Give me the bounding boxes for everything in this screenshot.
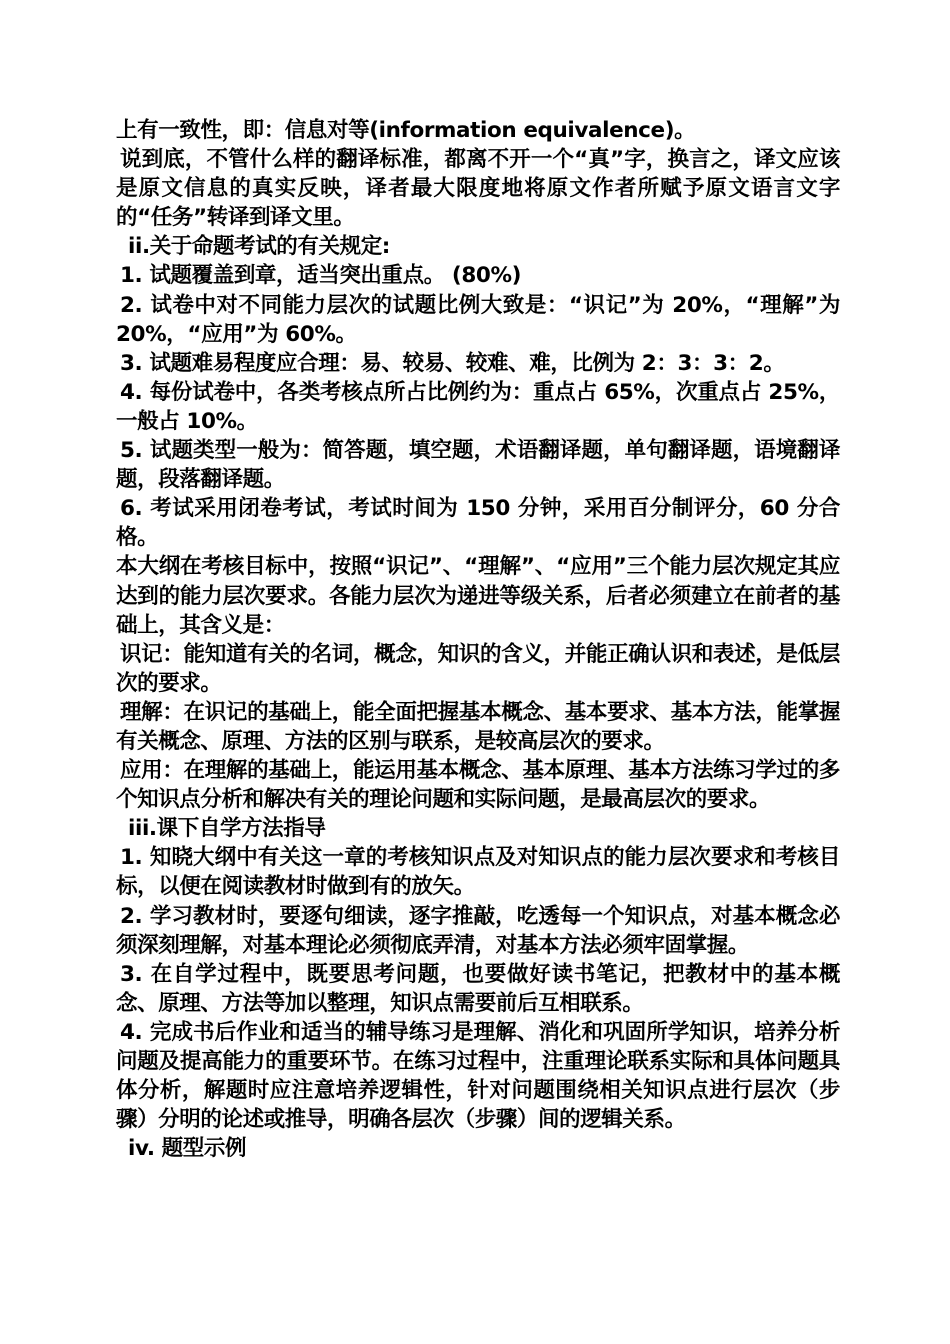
ability-level-recall: 识记：能知道有关的名词，概念，知识的含义，并能正确认识和表述，是低层次的要求。 xyxy=(116,641,840,696)
document-body xyxy=(116,116,840,1163)
self-study-item-3: 3. 在自学过程中，既要思考问题，也要做好读书笔记，把教材中的基本概念、原理、方法等加以整理，知识点需要前后互相联系。 xyxy=(116,961,840,1016)
exam-rule-item-2: 2. 试卷中对不同能力层次的试题比例大致是：“识记”为 20%，“理解”为 20%，“应用”为 60%。 xyxy=(116,292,840,347)
exam-rule-item-6: 6. 考试采用闭卷考试，考试时间为 150 分钟，采用百分制评分，60 分合格。 xyxy=(116,496,840,551)
exam-rule-item-1: 1. 试题覆盖到章，适当突出重点。 (80%) xyxy=(120,263,522,289)
section-heading-self-study: iii.课下自学方法指导 xyxy=(128,816,326,842)
ability-level-understand: 理解：在识记的基础上，能全面把握基本概念、基本要求、基本方法，能掌握有关概念、原理、方法的区别与联系，是较高层次的要求。 xyxy=(116,699,840,754)
exam-rule-item-3: 3. 试题难易程度应合理：易、较易、较难、难，比例为 2：3：3：2。 xyxy=(120,350,785,376)
exam-rule-item-4: 4. 每份试卷中，各类考核点所占比例约为：重点占 65%，次重点占 25%，一般占 10%。 xyxy=(116,379,840,434)
section-heading-question-examples: iv. 题型示例 xyxy=(128,1136,247,1162)
section-heading-exam-rules: ii.关于命题考试的有关规定: xyxy=(128,234,391,260)
exam-rule-item-5: 5. 试题类型一般为：简答题，填空题，术语翻译题，单句翻译题，语境翻译题，段落翻译题。 xyxy=(116,438,840,493)
paragraph-ability-levels: 本大纲在考核目标中，按照“识记”、“理解”、“应用”三个能力层次规定其应达到的能力层次要求。各能力层次为递进等级关系，后者必须建立在前者的基础上，其含义是： xyxy=(116,554,840,638)
ability-level-apply: 应用：在理解的基础上，能运用基本概念、基本原理、基本方法练习学过的多个知识点分析和解决有关的理论问题和实际问题，是最高层次的要求。 xyxy=(116,758,840,813)
self-study-item-4: 4. 完成书后作业和适当的辅导练习是理解、消化和巩固所学知识，培养分析问题及提高能力的重要环节。在练习过程中，注重理论联系实际和具体问题具体分析，解题时应注意培养逻辑性，针对问题围绕相关知识点进行层次（步骤）分明的论述或推导，明确各层次（步骤）间的逻辑关系。 xyxy=(116,1019,840,1133)
paragraph-translation-truth: 说到底，不管什么样的翻译标准，都离不开一个“真”字，换言之，译文应该是原文信息的真实反映，译者最大限度地将原文作者所赋予原文语言文字的“任务”转译到译文里。 xyxy=(116,147,840,231)
self-study-item-1: 1. 知晓大纲中有关这一章的考核知识点及对知识点的能力层次要求和考核目标，以便在阅读教材时做到有的放矢。 xyxy=(116,845,840,900)
self-study-item-2: 2. 学习教材时，要逐句细读，逐字推敲，吃透每一个知识点，对基本概念必须深刻理解，对基本理论必须彻底弄清，对基本方法必须牢固掌握。 xyxy=(116,903,840,958)
paragraph-info-equivalence: 上有一致性，即：信息对等(information equivalence)。 xyxy=(116,118,696,143)
